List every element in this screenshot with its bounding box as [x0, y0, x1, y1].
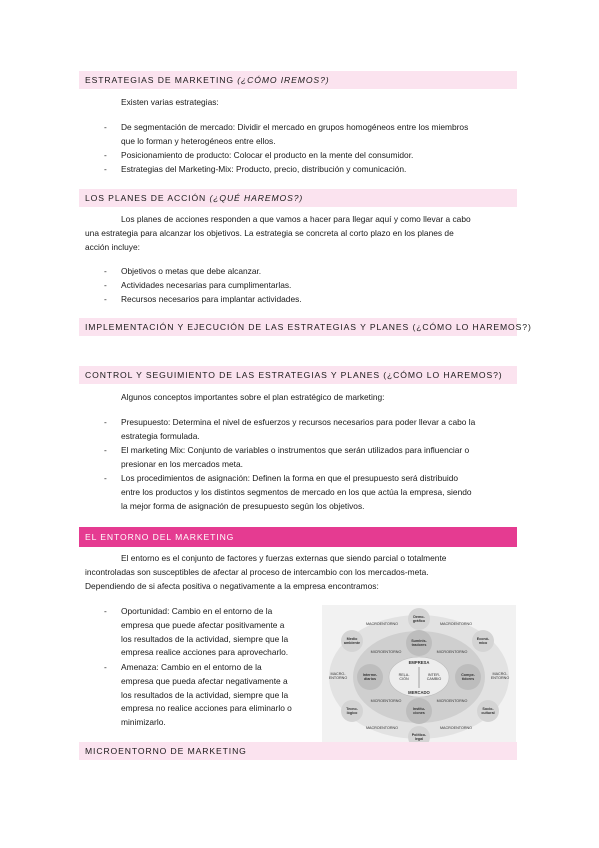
diagram-center-left: RELA-CIÓN: [398, 672, 410, 682]
list-item: - De segmentación de mercado: Dividir el mercado en grupos homogéneos entre los miembros que lo forman y heterogéneos entre ellos.: [104, 122, 469, 146]
diagram-micro-label: MICROENTORNO: [436, 699, 468, 703]
diagram-micro-label: MICROENTORNO: [436, 650, 468, 654]
heading-estrategias: ESTRATEGIAS DE MARKETING (¿CÓMO IREMOS?): [79, 71, 517, 89]
diagram-outer-label: Socio-cultural: [481, 706, 495, 716]
diagram-macro-label: MACROENTORNO: [365, 622, 399, 626]
list-item: - Amenaza: Cambio en el entorno de la empresa que pueda afectar negativamente a los resultados de la actividad, siempre que la empresa no realice acciones para eliminarlo o minimizarlo.: [104, 662, 292, 728]
diagram-inner-label: Suminis-tradores: [411, 638, 427, 648]
diagram-macro-label: MACROENTORNO: [439, 622, 473, 626]
planes-para-line: Los planes de acciones responden a que vamos a hacer para llegar aquí y como llevar a cabo: [121, 214, 471, 224]
diagram-macro-label: MACRO-ENTORNO: [490, 671, 510, 681]
entorno-para-line: Dependiendo de si afecta positiva o negativamente a la empresa encontramos:: [85, 581, 379, 591]
diagram-outer-label: Econó-mico: [476, 636, 490, 646]
diagram-inner-label: Compe-tidores: [461, 672, 475, 682]
diagram-outer-label: Medio ambiente: [343, 636, 361, 646]
list-item: - Recursos necesarios para implantar actividades.: [104, 294, 302, 304]
heading-microentorno: MICROENTORNO DE MARKETING: [79, 742, 517, 760]
diagram-outer-label: Tecno-lógico: [346, 706, 358, 716]
diagram-center-title: EMPRESA: [408, 660, 430, 665]
heading-planes: LOS PLANES DE ACCIÓN (¿QUÉ HAREMOS?): [79, 189, 517, 207]
estrategias-intro: Existen varias estrategias:: [121, 97, 219, 107]
heading-implementacion: IMPLEMENTACIÓN Y EJECUCIÓN DE LAS ESTRATEGIAS Y PLANES (¿CÓMO LO HAREMOS?): [79, 318, 517, 336]
diagram-macro-label: MACROENTORNO: [365, 726, 399, 730]
planes-para-line: acción incluye:: [85, 242, 140, 252]
list-item: - Oportunidad: Cambio en el entorno de la empresa que puede afectar positivamente a los resultados de la actividad, siempre que la empresa realice acciones para aprovecharlo.: [104, 606, 289, 658]
diagram-outer-label: Político-legal: [411, 732, 427, 742]
diagram-center-right: INTER-CAMBIO: [426, 672, 442, 682]
heading-control: CONTROL Y SEGUIMIENTO DE LAS ESTRATEGIAS Y PLANES (¿CÓMO LO HAREMOS?): [79, 366, 517, 384]
control-intro: Algunos conceptos importantes sobre el plan estratégico de marketing:: [121, 392, 385, 402]
list-item: - Objetivos o metas que debe alcanzar.: [104, 266, 262, 276]
list-item: - Los procedimientos de asignación: Definen la forma en que el presupuesto será distribuido entre los productos y los distintos segmentos de mercado en los que actúa la empresa, siendo la mejor forma de asignación de presupuesto según los objetivos.: [104, 473, 472, 511]
entorno-diagram: [322, 605, 516, 750]
diagram-macro-label: MACRO-ENTORNO: [328, 671, 348, 681]
diagram-micro-label: MICROENTORNO: [370, 650, 402, 654]
list-item: - Estrategias del Marketing-Mix: Producto, precio, distribución y comunicación.: [104, 164, 407, 174]
planes-para-line: una estrategia para alcanzar los objetivos. La estrategia se concreta al corto plazo en los planes de: [85, 228, 454, 238]
list-item: - Posicionamiento de producto: Colocar el producto en la mente del consumidor.: [104, 150, 414, 160]
diagram-inner-label: Institu-ciones: [412, 706, 426, 716]
entorno-para-line: El entorno es el conjunto de factores y fuerzas externas que siendo parcial o totalmente: [121, 553, 447, 563]
list-item: - Presupuesto: Determina el nivel de esfuerzos y recursos necesarios para poder llevar a cabo la estrategia formulada.: [104, 417, 476, 441]
entorno-para-line: incontroladas son susceptibles de afectar al proceso de intercambio con los mercados-meta.: [85, 567, 429, 577]
diagram-center-bottom: MERCADO: [408, 690, 430, 695]
diagram-micro-label: MICROENTORNO: [370, 699, 402, 703]
diagram-inner-label: Interme-diarios: [362, 672, 378, 682]
list-item: - Actividades necesarias para cumplimentarlas.: [104, 280, 292, 290]
diagram-macro-label: MACROENTORNO: [439, 726, 473, 730]
heading-entorno: EL ENTORNO DEL MARKETING: [79, 527, 517, 547]
list-item: - El marketing Mix: Conjunto de variables o instrumentos que serán utilizados para influenciar o presionar en los mercados meta.: [104, 445, 470, 469]
diagram-outer-label: Demo-gráfico: [412, 614, 426, 624]
